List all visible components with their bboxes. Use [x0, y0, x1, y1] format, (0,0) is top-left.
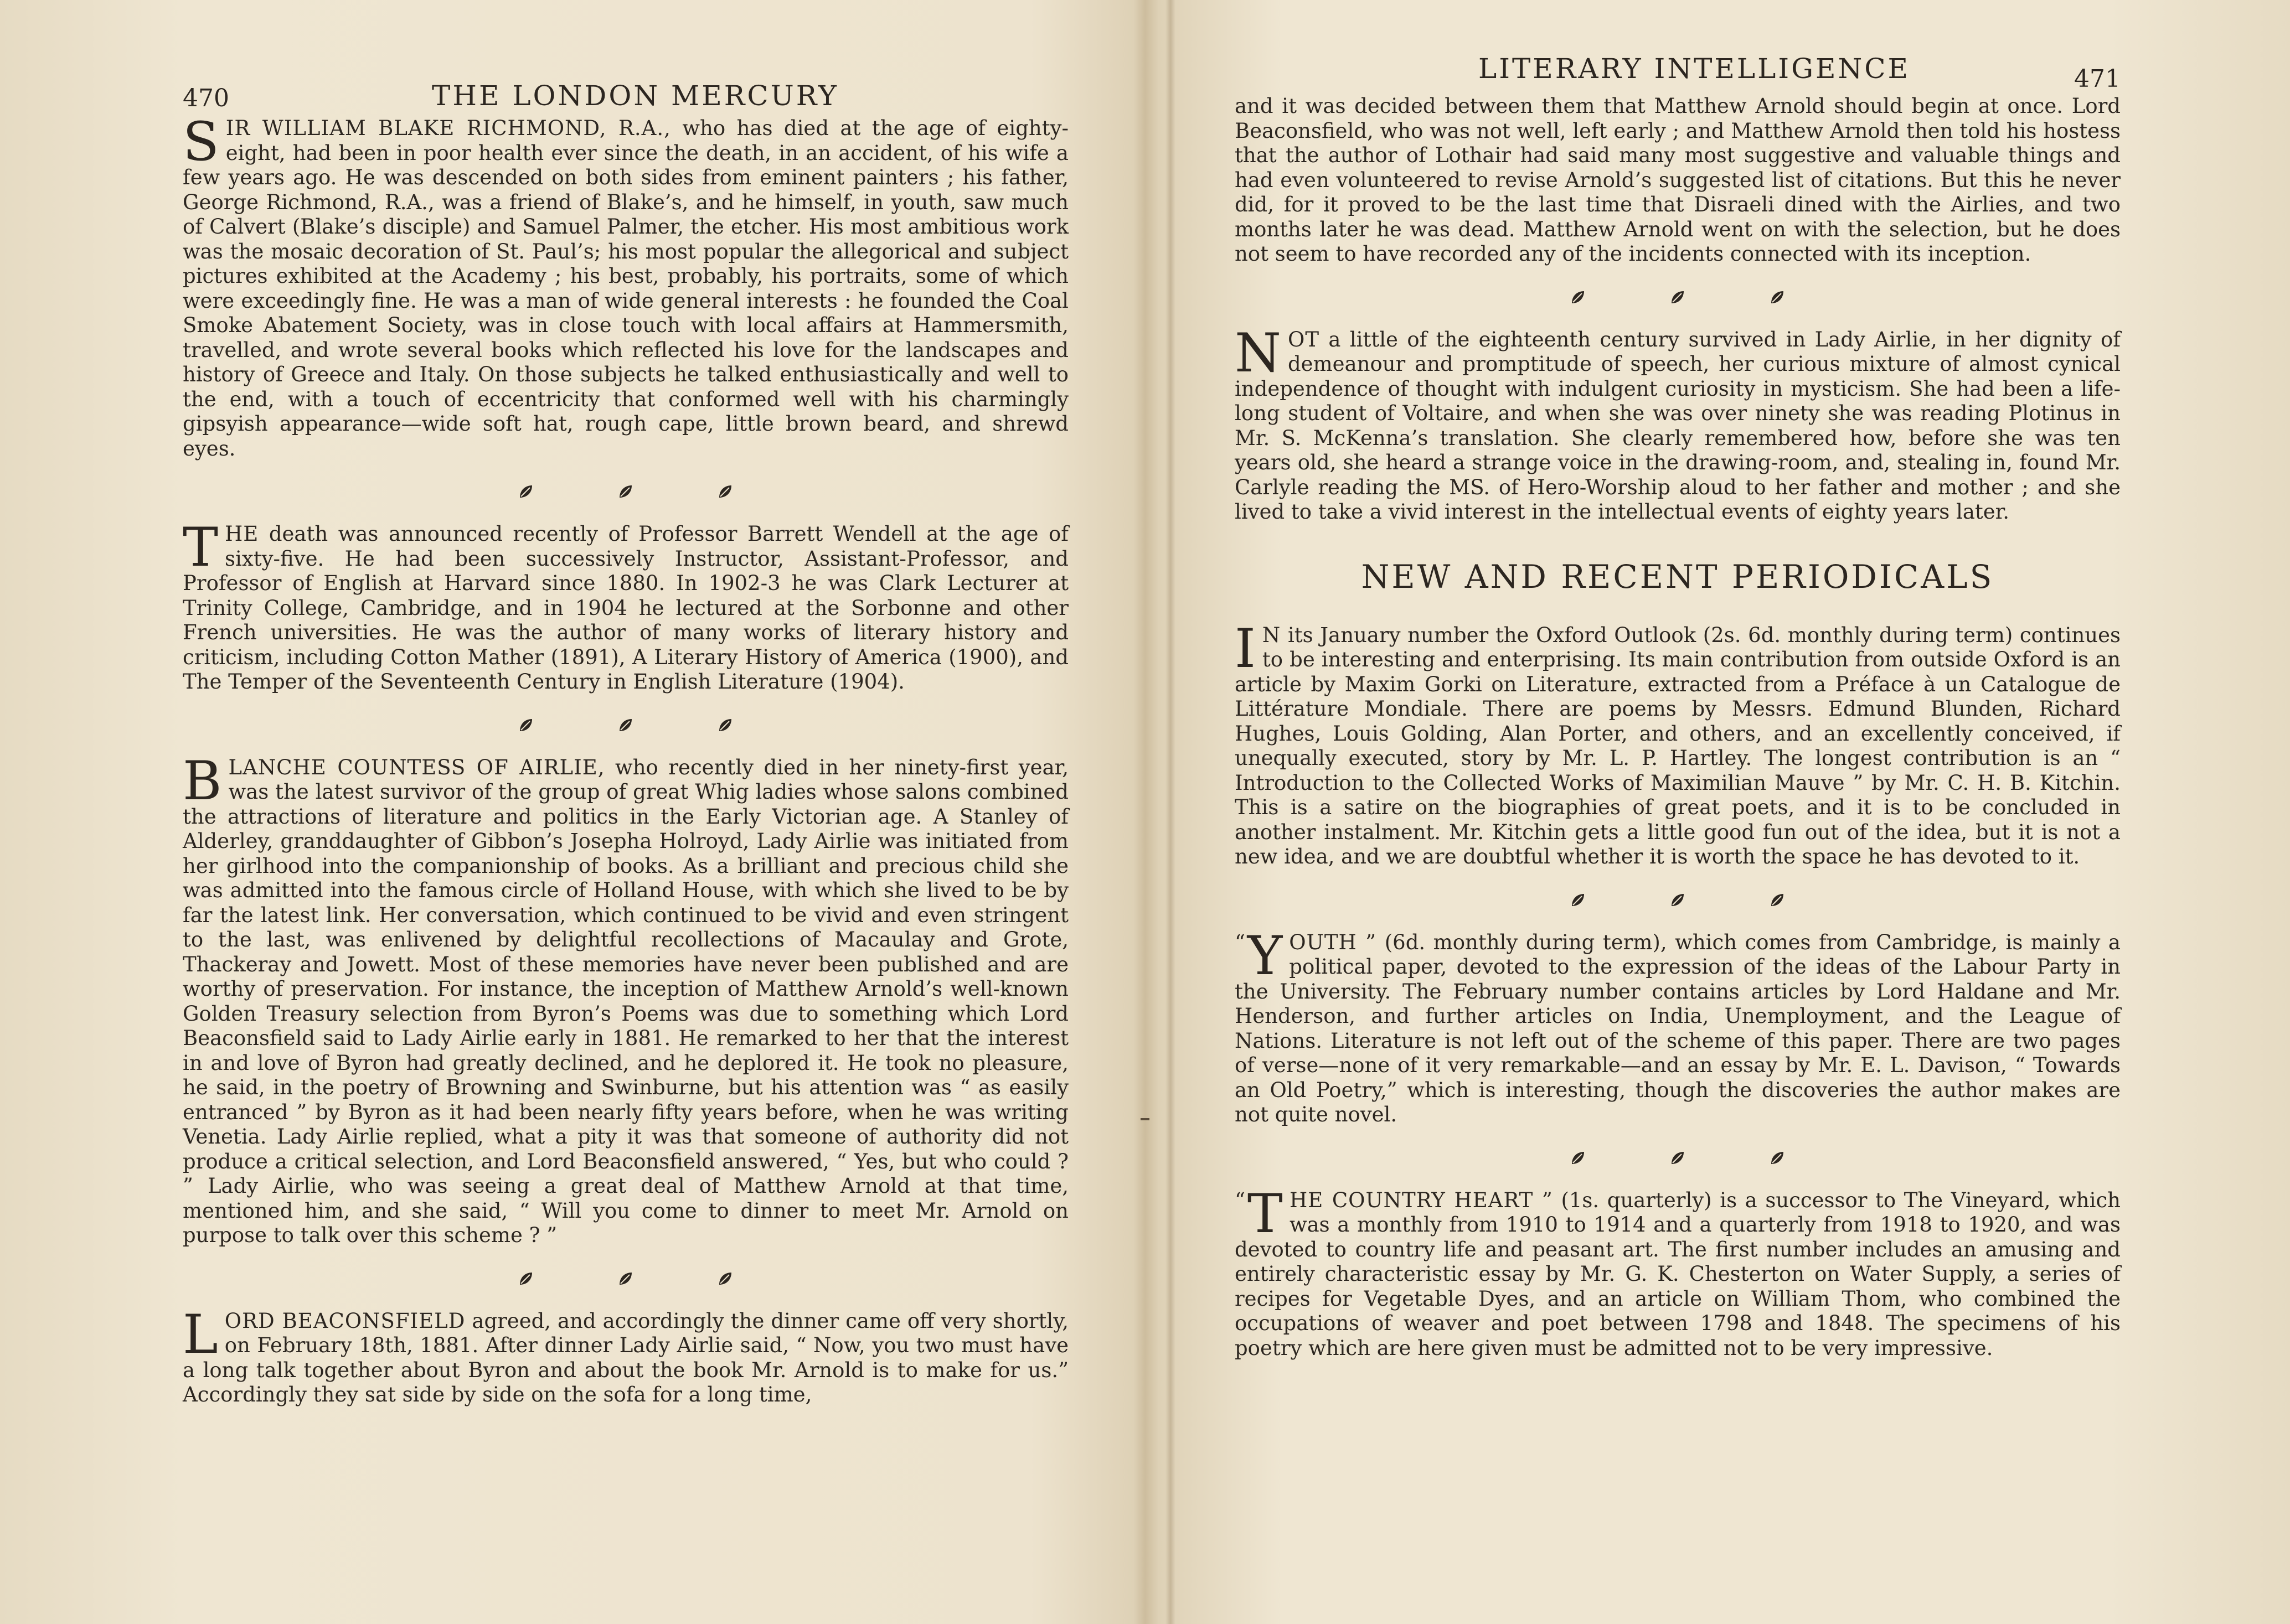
leaf-ornament-icon	[1769, 289, 1786, 306]
lead-in: OUTH ”	[1289, 930, 1377, 954]
drop-cap: B	[183, 749, 222, 812]
paragraph-text: death was announced recently of Professor Barrett Wendell at the age of sixty-five. He had been successively Instructor, Assistant-Professor, and Professor of English at Harvard since 1880. In 1902-3 he was Clark Lecturer at Trinity College, Cambridge, and in 1904 he lectured at the Sorbonne and other French universities. He was the author of many works of literary history and criticism, including Cotton Mather (1891), A Literary History of America (1900), and The Temper of the Seventeenth Century in English Literature (1904).	[183, 522, 1069, 694]
leaf-ornament-icon	[1769, 892, 1786, 908]
ornament-separator	[183, 695, 1069, 756]
lead-in: N	[1262, 623, 1281, 647]
open-quote: “	[1235, 1188, 1245, 1212]
ornament-separator	[1235, 267, 2121, 328]
lead-in: LANCHE COUNTESS OF AIRLIE,	[228, 755, 605, 779]
page-number: 470	[183, 84, 229, 112]
periodical-oxford-outlook	[1235, 617, 2121, 870]
paragraph-text: who has died at the age of eighty-eight, had been in poor health ever since the death, in an accident, of his wife a few years ago. He was descended on both sides from eminent painters ; his father, George Richmond, R.A., was a friend of Blake’s, and he himself, in youth, saw much of Calvert (Blake’s disciple) and Samuel Palmer, the etcher. His most ambitious work was the mosaic decoration of St. Paul’s; his most popular the allegorical and subject pictures exhibited at the Academy ; his best, probably, his portraits, some of which were exceedingly fine. He was a man of wide general interests : he founded the Coal Smoke Abatement Society, was in close touch with local affairs at Hammersmith, travelled, and wrote several books which reflected his love for the landscapes and history of Greece and Italy. On those subjects he talked enthusiastically and well to the end, with a touch of eccentricity that conformed well with his charmingly gipsyish appearance—wide soft hat, rough cape, little brown beard, and shrewd eyes.	[183, 116, 1069, 461]
open-quote: “	[1235, 930, 1245, 954]
left-page	[183, 0, 1069, 1624]
book-gutter	[1165, 0, 1175, 1624]
right-page-body	[1235, 94, 2121, 1361]
section-heading: NEW AND RECENT PERIODICALS	[1361, 557, 1994, 596]
paragraph-text: a little of the eighteenth century survived in Lady Airlie, in her dignity of demeanour and promptitude of speech, her curious mixture of almost cynical independence of thought with indulgent curiosity in mysticism. She had been a life-long student of Voltaire, and when she was over ninety she was reading Plotinus in Mr. S. McKenna’s translation. She clearly remembered how, before she was ten years old, she heard a strange voice in the drawing-room, and, stealing in, found Mr. Carlyle reading the MS. of Hero-Worship aloud to her father and mother ; and she lived to take a vivid interest in the intellectual events of eighty years later.	[1235, 327, 2121, 524]
periodical-country-heart	[1235, 1182, 2121, 1361]
lead-in: OT	[1288, 327, 1320, 351]
paragraph-text: agreed, and accordingly the dinner came off very shortly, on February 18th, 1881. After dinner Lady Airlie said, “ Now, you two must have a long talk together about Byron and about the book Mr. Arnold is to make for us.” Accordingly they sat side by side on the sofa for a long time,	[183, 1308, 1069, 1406]
leaf-ornament-icon	[617, 1270, 634, 1287]
paragraph-text: (6d. monthly during term), which comes from Cambridge, is mainly a political paper, devoted to the expression of the ideas of the Labour Party in the University. The February number contains articles by Lord Haldane and Mr. Henderson, and further articles on India, Unemployment, and the League of Nations. Literature is not left out of the scheme of this paper. There are two pages of verse—none of it very remarkable—and an essay by Mr. E. L. Davison, “ Towards an Old Poetry,” which is interesting, though the discoveries the author makes are not quite novel.	[1235, 930, 2121, 1126]
article-beaconsfield	[183, 1303, 1069, 1408]
drop-cap: S	[183, 111, 219, 173]
paragraph-text: its January number the Oxford Outlook (2s. 6d. monthly during term) continues to be interesting and enterprising. Its main contribution from outside Oxford is an article by Maxim Gorki on Literature, extracted from a Préface à un Catalogue de Littérature Mondiale. There are poems by Messrs. Edmund Blunden, Richard Hughes, Louis Golding, Alan Porter, and others, and an excellently conceived, if unequally executed, story by Mr. L. P. Hartley. The longest contribution is an “ Introduction to the Collected Works of Maximilian Mauve ” by Mr. C. H. B. Kitchin. This is a satire on the biographies of great poets, and it is to be concluded in another instalment. Mr. Kitchin gets a little good fun out of the idea, but it is not a new idea, and we are doubtful whether it is worth the space he has devoted to it.	[1235, 623, 2121, 868]
left-page-body	[183, 111, 1069, 1408]
drop-cap: Y	[1247, 924, 1283, 987]
running-head-left	[183, 72, 1069, 116]
leaf-ornament-icon	[617, 717, 634, 733]
drop-cap: T	[183, 516, 219, 578]
drop-cap: T	[1247, 1182, 1283, 1245]
lead-in: IR WILLIAM BLAKE RICHMOND, R.A.,	[225, 116, 671, 140]
leaf-ornament-icon	[717, 483, 734, 500]
ornament-separator	[183, 461, 1069, 522]
page-number: 471	[2074, 65, 2121, 93]
lead-in: HE	[225, 522, 259, 546]
periodical-youth	[1235, 924, 2121, 1128]
ornament-separator	[183, 1248, 1069, 1309]
running-title: THE LONDON MERCURY	[432, 80, 839, 112]
leaf-ornament-icon	[617, 483, 634, 500]
leaf-ornament-icon	[518, 717, 534, 733]
article-continuation: and it was decided between them that Matthew Arnold should begin at once. Lord Beaconsfield, who was not well, left early ; and Matthew Arnold then told his hostess that the author of Lothair had said many most suggestive and valuable things and had even volunteered to revise Arnold’s suggested list of citations. But this he never did, for it proved to be the last time that Disraeli dined with the Airlies, and two months later he was dead. Matthew Arnold went on with the selection, but he does not seem to have recorded any of the incidents connected with its inception.	[1235, 94, 2121, 266]
article-richmond	[183, 111, 1069, 461]
paragraph-text: who recently died in her ninety-first year, was the latest survivor of the group of great Whig ladies whose salons combined the attractions of literature and politics in the Early Victorian age. A Stanley of Alderley, granddaughter of Gibbon’s Josepha Holroyd, Lady Airlie was initiated from her girlhood into the companionship of books. As a brilliant and precious child she was admitted into the famous circle of Holland House, with which she lived to be by far the latest link. Her conversation, which continued to be vivid and even stringent to the last, was enlivened by delightful recollections of Macaulay and Grote, Thackeray and Jowett. Most of these memories have never been published and are worthy of preservation. For instance, the inception of Matthew Arnold’s well-known Golden Treasury selection from Byron’s Poems was due to something which Lord Beaconsfield said to Lady Airlie early in 1881. He remarked to her that the interest in and love of Byron had greatly declined, and he deplored it. He took no pleasure, he said, in the poetry of Browning and Swinburne, but his attention was “ as easily entranced ” by Byron as it had been nearly fifty years before, when he was writing Venetia. Lady Airlie replied, what a pity it was that someone of authority did not produce a critical selection, and Lord Beaconsfield answered, “ Yes, but who could ? ” Lady Airlie, who was seeing a great deal of Matthew Arnold at that time, mentioned him, and she said, “ Will you come to dinner to meet Mr. Arnold on purpose to talk over this scheme ? ”	[183, 755, 1069, 1247]
leaf-ornament-icon	[717, 717, 734, 733]
article-airlie	[183, 749, 1069, 1248]
drop-cap: I	[1235, 617, 1256, 680]
right-page	[1235, 0, 2121, 1624]
running-title: LITERARY INTELLIGENCE	[1478, 53, 1911, 85]
leaf-ornament-icon	[717, 1270, 734, 1287]
leaf-ornament-icon	[1570, 289, 1586, 306]
leaf-ornament-icon	[1669, 1150, 1686, 1166]
lead-in: ORD BEACONSFIELD	[224, 1308, 466, 1333]
drop-cap: L	[183, 1303, 218, 1366]
page-mark	[1141, 1118, 1149, 1120]
leaf-ornament-icon	[1769, 1150, 1786, 1166]
leaf-ornament-icon	[1669, 892, 1686, 908]
leaf-ornament-icon	[1570, 1150, 1586, 1166]
article-airlie-character	[1235, 322, 2121, 525]
ornament-separator	[1235, 870, 2121, 930]
article-wendell	[183, 516, 1069, 695]
leaf-ornament-icon	[518, 1270, 534, 1287]
leaf-ornament-icon	[1570, 892, 1586, 908]
running-head-right	[1235, 53, 2121, 97]
leaf-ornament-icon	[518, 483, 534, 500]
lead-in: HE COUNTRY HEART ”	[1289, 1188, 1553, 1212]
drop-cap: N	[1235, 322, 1281, 384]
leaf-ornament-icon	[1669, 289, 1686, 306]
ornament-separator	[1235, 1128, 2121, 1188]
paragraph-text: (1s. quarterly) is a successor to The Vineyard, which was a monthly from 1910 to 1914 and a quarterly from 1918 to 1920, and was devoted to country life and peasant art. The first number includes an amusing and entirely characteristic essay by Mr. G. K. Chesterton on Water Supply, a series of recipes for Vegetable Dyes, and an article on William Thom, who combined the occupations of weaver and poet between 1798 and 1848. The specimens of his poetry which are here given must be admitted not to be very impressive.	[1235, 1188, 2121, 1360]
